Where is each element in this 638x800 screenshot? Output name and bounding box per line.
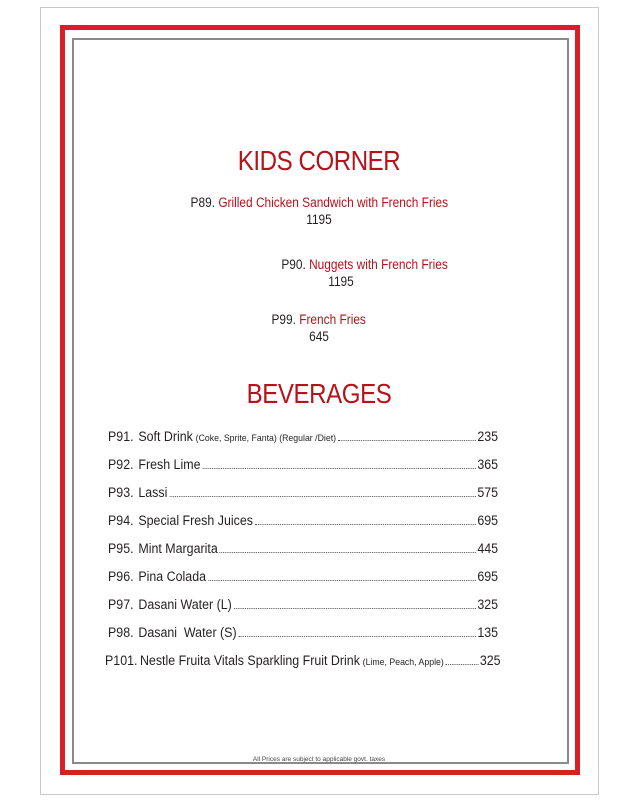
item-code: P99. <box>271 312 297 327</box>
item-name: Soft Drink <box>138 429 193 444</box>
item-code: P94. <box>108 513 134 528</box>
item-name: Special Fresh Juices <box>138 513 253 528</box>
item-code: P92. <box>108 457 134 472</box>
dotted-leader <box>446 663 479 665</box>
item-note: (Coke, Sprite, Fanta) (Regular /Diet) <box>195 433 337 444</box>
item-name: Dasani Water (L) <box>138 597 232 612</box>
item-code: P96. <box>108 569 134 584</box>
dotted-leader <box>238 635 476 637</box>
item-name: Nestle Fruita Vitals Sparkling Fruit Drink <box>139 653 360 668</box>
beverage-row <box>108 597 498 615</box>
item-code: P91. <box>108 429 134 444</box>
item-price: 645 <box>309 329 329 344</box>
dotted-leader <box>202 467 476 469</box>
item-code: P98. <box>108 625 134 640</box>
item-price: 695 <box>477 569 499 584</box>
item-name: Mint Margarita <box>138 541 218 556</box>
dotted-leader <box>338 439 477 441</box>
item-price: 325 <box>479 653 501 668</box>
dotted-leader <box>234 607 477 609</box>
beverage-row <box>108 569 498 587</box>
beverages-heading: BEVERAGES <box>246 378 392 409</box>
menu-item <box>0 312 638 344</box>
beverage-row <box>108 625 498 643</box>
item-code: P93. <box>108 485 134 500</box>
item-price: 365 <box>477 457 499 472</box>
item-code: P89. <box>190 195 215 210</box>
item-price: 1195 <box>328 274 354 289</box>
beverage-row <box>108 485 498 503</box>
kids-corner-heading: KIDS CORNER <box>237 145 401 176</box>
dotted-leader <box>220 551 477 553</box>
item-name: Grilled Chicken Sandwich with French Fries <box>217 195 448 210</box>
item-name: French Fries <box>299 312 367 327</box>
item-price: 695 <box>477 513 499 528</box>
item-code: P95. <box>108 541 134 556</box>
item-name: Fresh Lime <box>138 457 201 472</box>
item-price: 235 <box>477 429 499 444</box>
item-name: Dasani Water (S) <box>138 625 237 640</box>
menu-item <box>0 195 638 227</box>
menu-item <box>46 257 638 289</box>
dotted-leader <box>208 579 477 581</box>
item-price: 325 <box>477 597 499 612</box>
item-price: 135 <box>477 625 499 640</box>
item-price: 445 <box>477 541 499 556</box>
beverage-row <box>108 513 498 531</box>
item-note: (Lime, Peach, Apple) <box>362 657 444 668</box>
item-code: P90. <box>281 257 307 272</box>
item-code: P101. <box>105 653 138 668</box>
beverage-row <box>108 457 498 475</box>
beverage-row <box>108 429 498 447</box>
dotted-leader <box>255 523 477 525</box>
beverage-row <box>108 541 498 559</box>
item-name: Pina Colada <box>138 569 207 584</box>
beverage-row <box>105 653 501 671</box>
item-code: P97. <box>108 597 134 612</box>
item-price: 575 <box>477 485 499 500</box>
item-price: 1195 <box>306 212 332 227</box>
dotted-leader <box>169 495 476 497</box>
tax-footnote: All Prices are subject to applicable govt. taxes <box>252 756 386 763</box>
item-name: Nuggets with French Fries <box>309 257 449 272</box>
item-name: Lassi <box>138 485 168 500</box>
